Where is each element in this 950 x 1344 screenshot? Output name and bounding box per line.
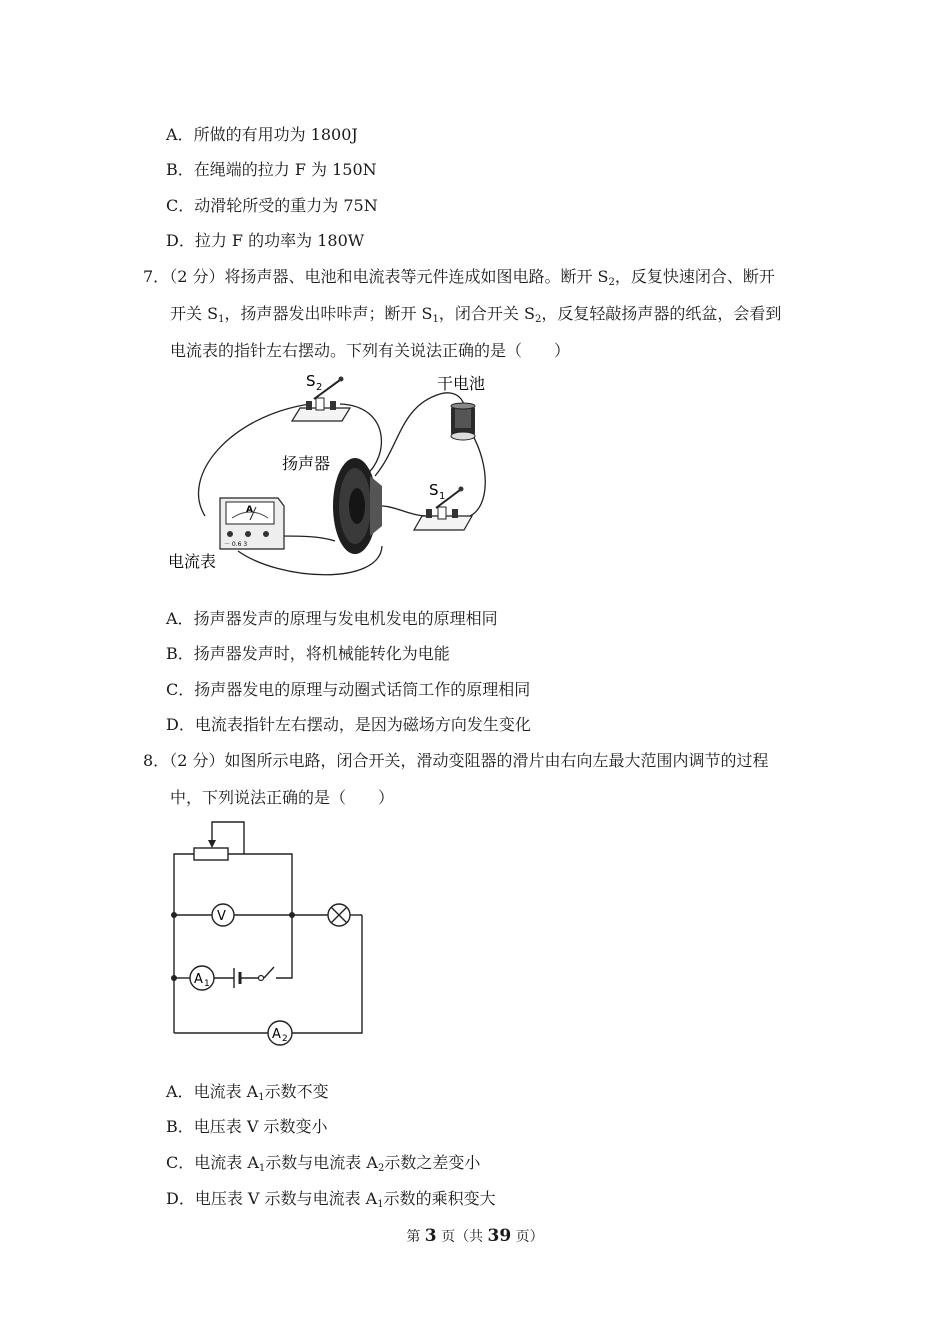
q7-option-d: D．电流表指针左右摆动，是因为磁场方向发生变化 <box>166 715 531 734</box>
total-pages: 39 <box>487 1226 512 1246</box>
label-ammeter: 电流表 <box>168 552 217 571</box>
label-speaker: 扬声器 <box>282 454 331 473</box>
junction-dot <box>289 912 295 918</box>
junction-dot <box>171 975 177 981</box>
q8-option-a: A．电流表 $A_1$示数不变 <box>166 1082 329 1103</box>
q8-circuit-figure <box>160 815 375 1055</box>
page-number: 3 <box>424 1226 437 1246</box>
q7-circuit-figure <box>160 366 520 582</box>
q8-option-c: C．电流表 $A_1$示数与电流表 $A_2$示数之差变小 <box>166 1153 481 1174</box>
label-battery: 干电池 <box>437 374 486 393</box>
speaker <box>333 458 382 554</box>
ammeter-a2-sub: 2 <box>282 1034 288 1044</box>
q8-stem-line1: 8．（2 分）如图所示电路，闭合开关，滑动变阻器的滑片由右向左最大范围内调节的过程 <box>143 751 769 770</box>
q7-option-a: A．扬声器发声的原理与发电机发电的原理相同 <box>166 609 498 628</box>
battery-symbol <box>234 968 240 988</box>
q7-option-b: B．扬声器发声时，将机械能转化为电能 <box>166 644 450 663</box>
battery <box>451 403 475 440</box>
q8-option-d: D．电压表 V 示数与电流表 $A_1$示数的乘积变大 <box>166 1189 496 1210</box>
q6-option-b: B．在绳端的拉力 F 为 150N <box>166 160 377 179</box>
q7-stem-line3: 电流表的指针左右摆动。下列有关说法正确的是（ ） <box>170 341 571 360</box>
voltmeter-label: V <box>217 909 226 924</box>
rheostat <box>194 848 228 860</box>
ammeter-letter: A <box>246 505 253 515</box>
q6-option-c: C．动滑轮所受的重力为 75N <box>166 196 378 215</box>
q6-option-a: A．所做的有用功为 1800J <box>166 125 358 144</box>
label-s2-sub: 2 <box>316 382 323 393</box>
lamp <box>328 904 350 926</box>
q7-stem-line2: 开关 $S_1$，扬声器发出咔咔声；断开 $S_1$，闭合开关 $S_2$，反复轻敲扬声器的纸盆，会看到 <box>170 304 782 325</box>
label-s1-sub: 1 <box>439 491 446 502</box>
label-s2: S <box>306 372 316 390</box>
q8-option-b: B．电压表 V 示数变小 <box>166 1117 328 1136</box>
rheostat-slider-arrow <box>208 840 216 848</box>
junction-dot <box>171 912 177 918</box>
ammeter-terminals: － 0.6 3 <box>224 541 248 548</box>
q7-option-c: C．扬声器发电的原理与动圈式话筒工作的原理相同 <box>166 680 531 699</box>
label-s1: S <box>429 481 439 499</box>
page-footer: 第 3 页（共 39 页） <box>406 1226 544 1246</box>
ammeter-a1-sub: 1 <box>204 979 210 989</box>
ammeter-a2-label: A <box>272 1027 281 1042</box>
ammeter-a1-label: A <box>194 972 203 987</box>
switch <box>259 976 264 981</box>
q6-option-d: D．拉力 F 的功率为 180W <box>166 231 365 250</box>
q8-stem-line2: 中，下列说法正确的是（ ） <box>170 788 395 807</box>
q7-stem-line1: 7．（2 分）将扬声器、电池和电流表等元件连成如图电路。断开 $S_2$，反复快速闭合、断开 <box>143 267 775 288</box>
